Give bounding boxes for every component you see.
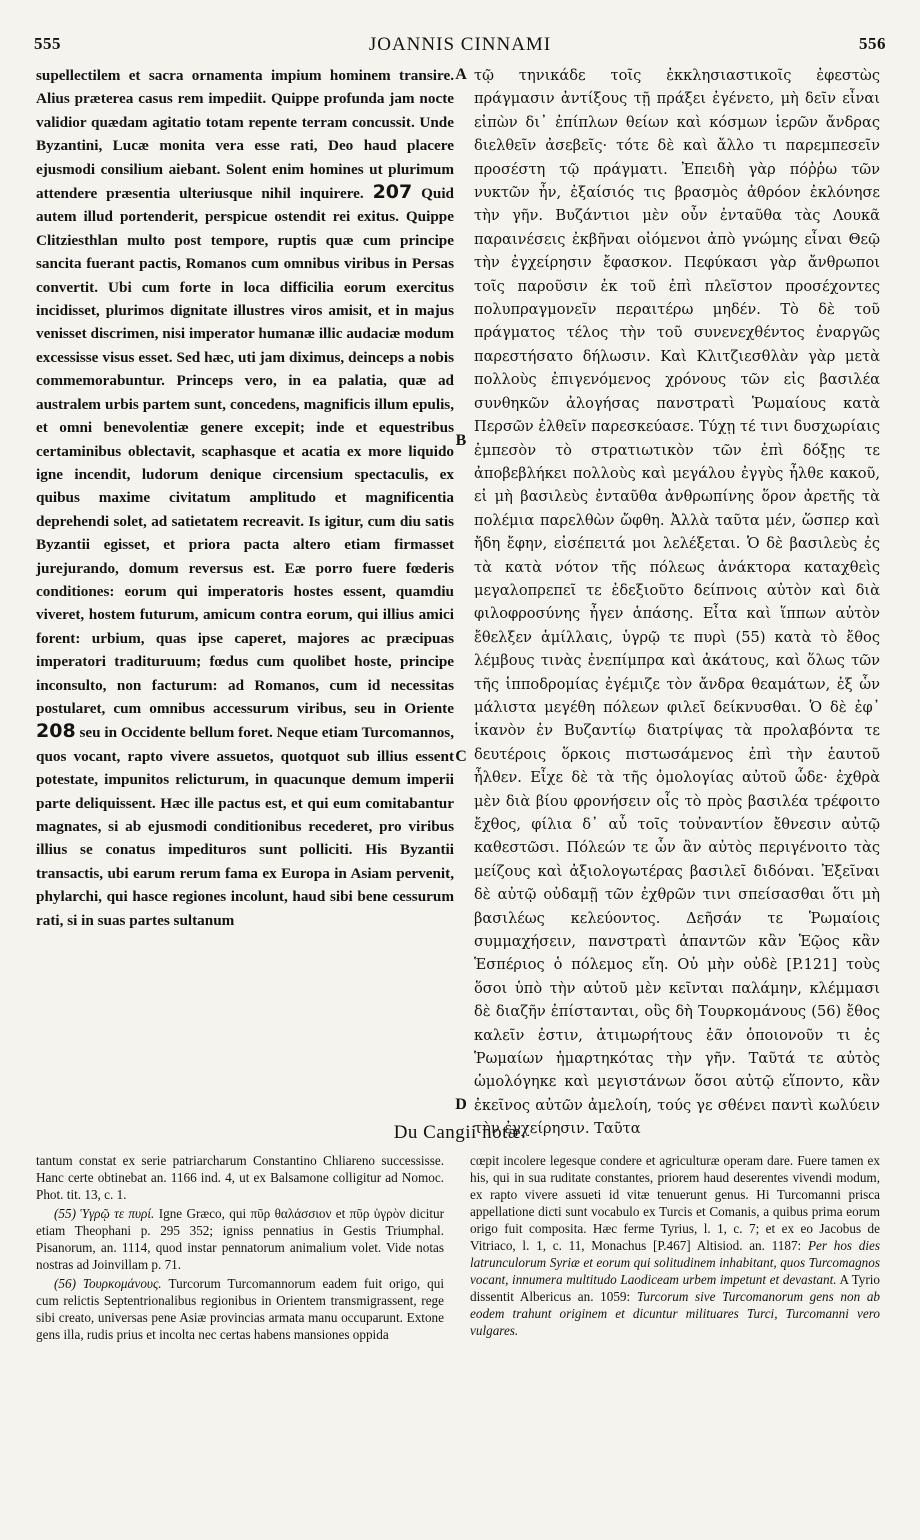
note-56-quote-1: Per hos dies latrunculorum Syriæ et eorum qui solitudinem inhabitant, quos Turcomagnos vocant, innumera multitudo Laodiceam urbem impetunt et devastant.	[470, 1238, 881, 1287]
notes-column-left	[36, 1152, 444, 1492]
note-55	[36, 1205, 444, 1273]
section-marker-a: A	[455, 66, 467, 83]
latin-text	[36, 64, 454, 932]
running-title: JOANNIS CINNAMI	[368, 34, 552, 55]
note-56	[36, 1275, 444, 1343]
notes-title: Du Cangii notæ.	[393, 1122, 527, 1143]
latin-text-part-3: seu in Occidente bellum foret. Neque etiam Turcomannos, quos vocant, rapto vivere assuetos, quotquot sub illius essent potestate, impunitos relicturum, in quacunque demum imperii parte deliquissent. Hæc ille pactus est, et qui eum comitabantur magnates, si ab ejusmodi conditionibus recederet, pro viribus illius se conatus impedituros sunt polliciti. His Byzantii transactis, ubi earum rerum fama ex Europa in Asiam pervenit, phylarchi, qui hasce regiones incolunt, haud sibi bene cessurum rati, si in suas partes sultanum	[36, 724, 455, 929]
page-number-right: 556	[859, 34, 886, 53]
note-56-cont-text-2: A Tyrio dissentit Albericus an. 1059:	[470, 1272, 880, 1304]
note-55-head: (55) Ὑγρῷ τε πυρί.	[54, 1206, 155, 1221]
section-marker-d: D	[455, 1096, 467, 1113]
note-56-cont-text: cœpit incolere legesque condere et agriculturæ operam dare. Fuere tamen ex his, qui in sua ruditate constantes, priorem haud deserentes vivendi modum, ex rapto vivere assueti id vitæ tenuerunt genus. Hi Turcomanni prisca appellatione dicti sunt vocabulo ex Turcis et Comanis, a quibus prima eorum origo fuit composita. Hæc ferme Tyrius, l. 1, c. 7; et ex eo Jacobus de Vitriaco, l. 1, c. 11, Monachus [P.467] Altisiod. an. 1187:	[470, 1153, 880, 1253]
page-ref-208: 208	[36, 720, 76, 743]
greek-text: τῷ τηνικάδε τοῖς ἐκκλησιαστικοῖς ἐφεστὼς πράγμασιν ἀντίξους τῇ πράξει ἐγένετο, μὴ δεῖν εἶναι εἰπὼν δι᾽ ἐπίπλων θείων καὶ κόσμων ἱερῶν ἄνδρας διελθεῖν ἀσεβεῖς· τότε δὲ καὶ ἄλλο τι παρεμπεσεῖν προσέστη τῷ πράγματι. Ἐπειδὴ γὰρ πόῤῥω τῶν νυκτῶν ἦν, ἐξαίσιός τις βρασμὸς ἀθρόον ἐκλόνησε τὴν γῆν. Βυζάντιοι μὲν οὖν ἐνταῦθα τὰς Λουκᾶ παραινέσεις ἐκβῆναι οἰόμενοι ἀπὸ γνώμης εἶναι Θεῷ τὴν ἐγχείρησιν ἔφασκον. Πεφύκασι γὰρ ἄνθρωποι τοῖς παροῦσιν ἐκ τοῦ ἐπὶ πλεῖστον προσέχοντες πολυπραγμονεῖν περαιτέρω μηδέν. Τὸ δὲ τοῦ πράγματος τέλος τὴν τοῦ συνενεχθέντος ἐναργῶς παρεστήσατο δήλωσιν. Καὶ Κλιτζιεσθλὰν γὰρ μετὰ πολλοὺς ἐπιγενόμενος χρόνους τῶν εἰς βασιλέα συνθηκῶν ἀλογήσας πανστρατὶ Ῥωμαίους κατὰ Περσῶν ἐλθεῖν παρεσκεύασε. Τύχῃ τέ τινι δυσχωρίαις ἐμπεσὸν τὸ στρατιωτικὸν τῶν ἐπὶ δόξῃς τε ἀποβεβλήκει πολλοὺς καὶ μεγάλου ἐγγὺς ἦλθε κακοῦ, εἰ μὴ βασιλεὺς ἐνταῦθα ἀνθρωπίνης ὅρον ἀρετῆς τὰ πολέμια παρελθὼν ὤφθη. Ἀλλὰ ταῦτα μέν, ὥσπερ καὶ ἤδη ἔφην, εἰσέπειτά μοι λελέξεται. Ὁ δὲ βασιλεὺς ἐς τὰ κατὰ νότον τῆς πόλεως ἀνάκτορα καταχθεὶς μεγαλοπρεπεῖ τε ἐδεξιοῦτο δείπνοις αὐτὸν καὶ διὰ φιλοφροσύνης ἦγεν ἁπάσης. Εἶτα καὶ ἵππων αὐτὸν ἔθελξεν ἁμίλλαις, ὑγρῷ τε πυρὶ (55) κατὰ τὸ ἔθος λέμβους τινὰς ἐνεπίμπρα καὶ ἀκάτους, καὶ ὅλως τῶν τῆς ἱπποδρομίας ἐγέμιζε τὸν ἄνδρα θεαμάτων, ἐξ ὧν μάλιστα μεγέθη πόλεων φιλεῖ δείκνυσθαι. Ὁ δὲ ἐφ᾽ ἱκανὸν ἐν Βυζαντίῳ διατρίψας τὰ προλαβόντα τε δευτέροις ὅρκοις πιστωσάμενος ἐπὶ τὴν ἑαυτοῦ ἦλθεν. Εἶχε δὲ τὰ τῆς ὁμολογίας αὐτοῦ ὧδε· ἐχθρὰ μὲν διὰ βίου φρονήσειν οἷς τὸ πρὸς βασιλέα τρέφοιτο ἔχθος, φίλια δ᾽ αὖ τοῖς τοὐναντίον ἔθνεσιν αὐτῷ καθεστῶσι. Πόλεών τε ὧν ἂν αὐτὸς περιγένοιτο τὰς μείζους καὶ ἀξιολογωτέρας βασιλεῖ διδόναι. Ἐξεῖναι δὲ αὐτῷ οὐδαμῇ τῶν ἐχθρῶν τινι σπείσασθαι ὅτι μὴ βασιλέως κελεύοντος. Δεῆσάν τε Ῥωμαίοις συμμαχήσειν, πανστρατὶ ἀπαντῶν κἂν Ἑῷος κἂν Ἑσπέριος ὁ πόλεμος εἴη. Οὐ μὴν οὐδὲ [P.121] τοὺς ὅσοι ὑπὸ τὴν αὐτοῦ μὲν κεῖνται παλάμην, κλέμμασι δὲ διαζῆν ἐπίστανται, οὓς δὴ Τουρκομάνους (56) ἔθος καλεῖν ἐστιν, ἀτιμωρήτους ἐᾶν ὁποιονοῦν τι ἐς Ῥωμαίων ἡμαρτηκότας τὴν γῆν. Ταῦτά τε αὐτὸς ὡμολόγηκε καὶ μεγιστάνων ὅσοι αὐτῷ εἵποντο, κἂν ἐκεῖνος αὐτῶν ἀμελοίη, τούς γε σθένει παντὶ κωλύειν τὴν ἐγχείρησιν. Ταῦτα	[474, 67, 880, 1138]
page-ref-207: 207	[372, 181, 413, 204]
note-56-quote-2: Turcorum sive Turcomanorum gens non ab eodem trahunt originem et dicuntur milituares Turci, Turcomanni vero vulgares.	[470, 1289, 881, 1338]
page-number-left: 555	[34, 34, 61, 53]
note-56-continuation	[470, 1152, 880, 1339]
latin-text-part-1: supellectilem et sacra ornamenta impium hominem transire. Alius præterea casus rem impediit. Quippe profunda jam nocte validior quædam agitatio totam repente terram concussit. Unde Byzantini, Lucæ monita vera esse rati, Deo haud placere ejusmodi consilium aiebant. Solent enim homines ut plurimum attendere præsentia ulteriusque nihil inquirere.	[36, 67, 454, 203]
running-header	[34, 30, 886, 60]
note-55-body: Igne Græco, qui πῦρ θαλάσσιον et πῦρ ὑγρὸν dicitur etiam Theophani p. 295 352; igniss pennatius in Gestis Triumphal. Pisanorum, an. 1114, quod instar pennatorum animalium volet. Vide notas nostras ad Joinvillam p. 71.	[36, 1206, 445, 1272]
latin-text-part-2: Quid autem illud portenderit, perspicue ostendit rei exitus. Quippe Clitziesthlan multo post tempore, ruptis quæ cum principe sancita fuerant pactis, Romanos cum omnibus viribus in Persas convertit. Ubi cum forte in loca difficilia eorum exercitus incidisset, plurimos dignitate illustres viros amisit, et in majus venisset discrimen, nisi imperator humanæ illic audaciæ modum excessisse visus esset. Sed hæc, uti jam diximus, deinceps a nobis commemorabuntur. Princeps vero, in ea palatia, quæ ad australem urbis partem sunt, concedens, magnificis illum epulis, et omni benevolentiæ genere excepit; inde et equestribus certaminibus oblectavit, scaphasque et acatia ex more liquido igne incendit, ludorum denique circensium spectaculis, ex quibus maxime civitatum amplitudo et magnificentia deprehendi solet, ad satietatem recreavit. Is igitur, cum diu satis Byzantii egisset, et priora pacta altero etiam firmasset jurejurando, domum reversus est. Eæ porro fuere fœderis conditiones: eorum qui imperatoris hostes essent, quamdiu viveret, hostem futurum, amicum contra eorum, qui illius amici forent: urbium, quas ipse caperet, majores ac præcipuas imperatori tradituruum; fœdus cum quolibet hoste, principe inconsulto, non facturum: ad Romanos, cum id necessitas postularet, cum omnibus accessurum viribus, seu in Oriente	[36, 185, 455, 717]
note-56-body: Turcorum Turcomannorum eadem fuit origo, qui cum relictis Septentrionalibus regionibus in Orientem transmigrassent, rege sibi creato, universas pene Asiæ provincias armata manu occuparunt. Extone gens illa, rudis prius et incolta nec certas habens mansiones oppida	[36, 1276, 444, 1342]
notes-column-right	[470, 1152, 880, 1492]
section-marker-c: C	[455, 748, 467, 765]
latin-column	[36, 64, 454, 1118]
note-continuation: tantum constat ex serie patriarcharum Constantino Chliareno successisse. Hanc certe obtinebat an. 1166 ind. 4, ut ex Balsamone colligitur ad Nomoc. Phot. tit. 13, c. 1.	[36, 1153, 444, 1202]
greek-column	[474, 64, 880, 1138]
note-56-head: (56) Τουρκομάνους.	[54, 1276, 162, 1291]
section-marker-b: B	[455, 432, 467, 449]
